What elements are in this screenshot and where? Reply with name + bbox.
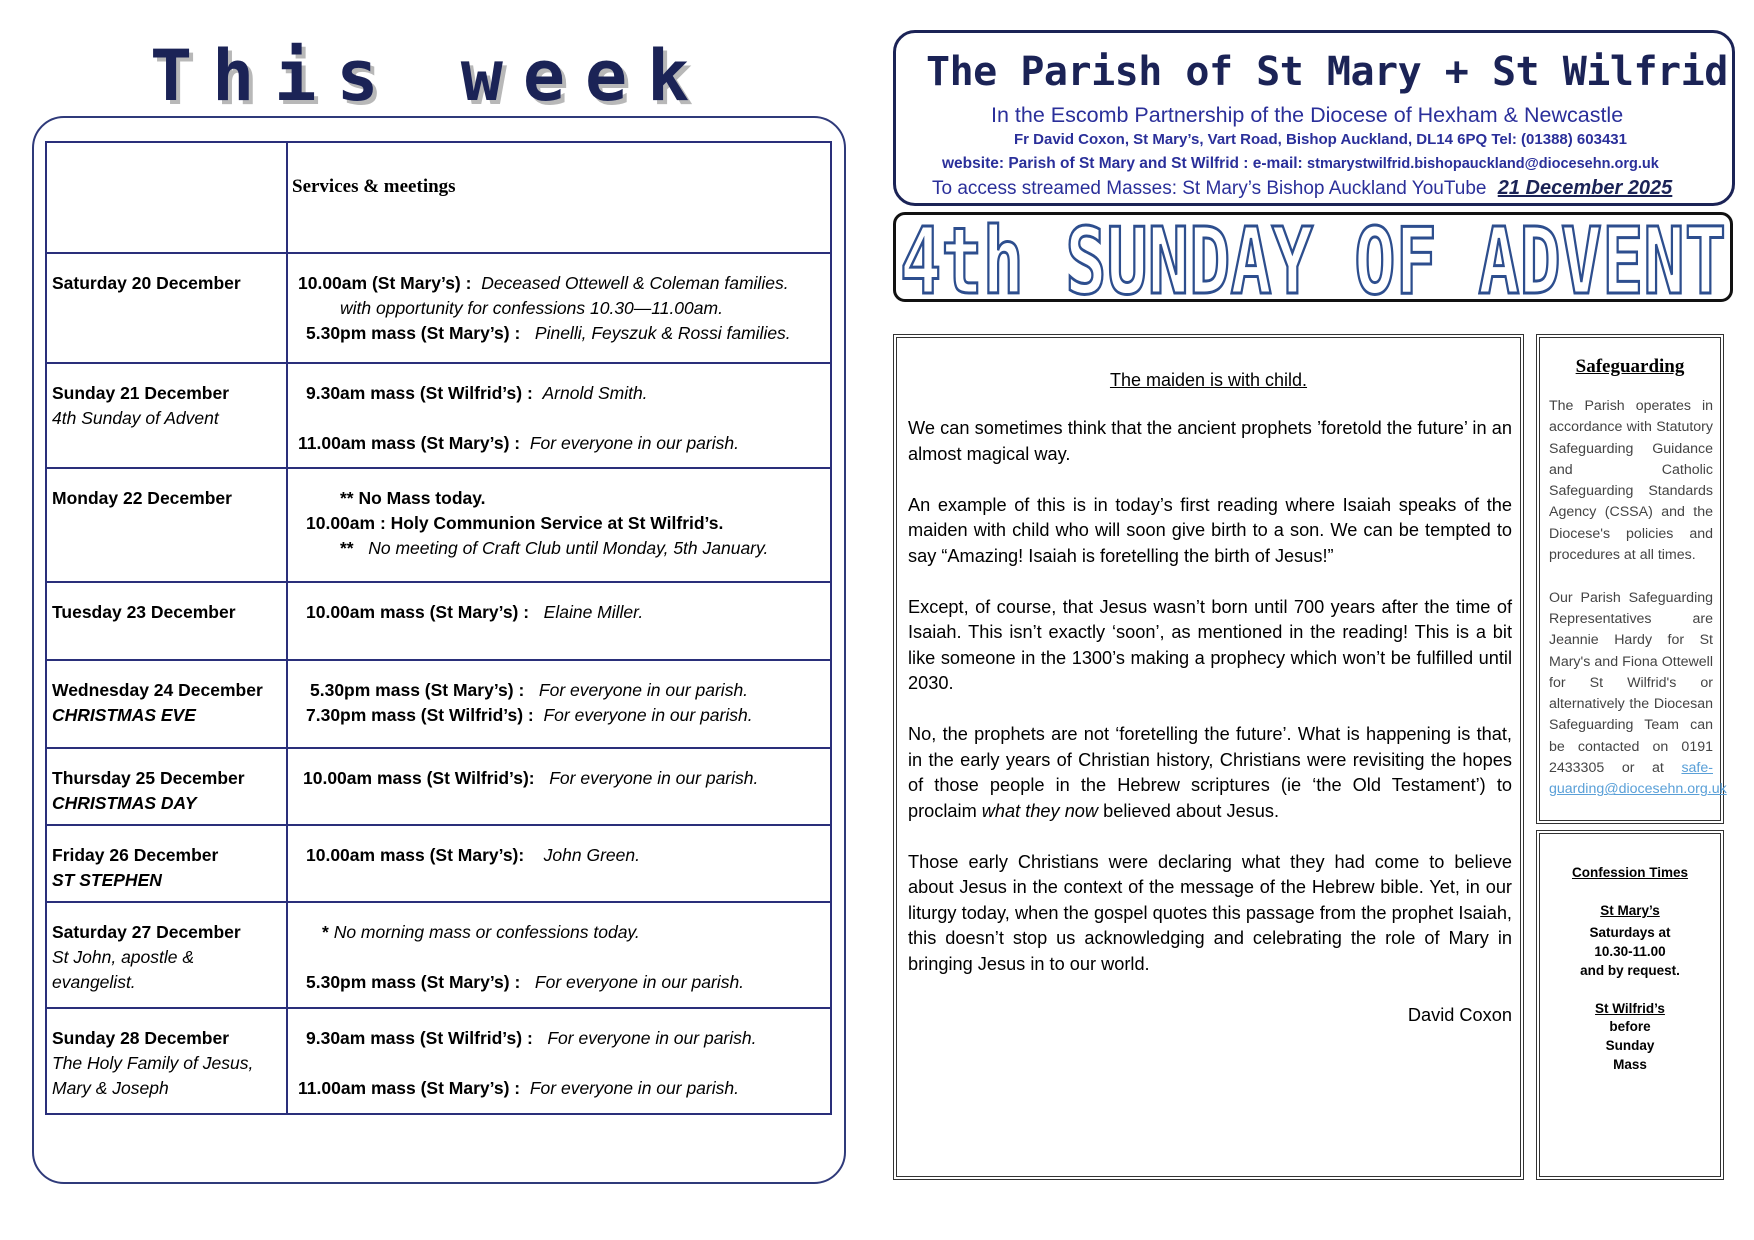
table-header-row bbox=[46, 142, 831, 253]
reflection-paragraph: We can sometimes think that the ancient prophets ’foretold the future’ in an almost magical way. bbox=[908, 418, 1512, 464]
reflection-body bbox=[908, 416, 1512, 1054]
confession-detail: Saturdays at bbox=[1589, 925, 1671, 941]
stream-text: To access streamed Masses: St Mary’s Bishop Auckland YouTube bbox=[932, 178, 1487, 199]
advent-banner bbox=[893, 212, 1733, 302]
table-row bbox=[46, 363, 831, 468]
service-line: 11.00am mass (St Mary’s) : For everyone in our parish. bbox=[298, 433, 739, 453]
table-row bbox=[46, 902, 831, 1008]
reflection-box bbox=[893, 334, 1524, 1180]
schedule-table bbox=[45, 141, 832, 1115]
stream-line bbox=[932, 177, 1672, 200]
header-services: Services & meetings bbox=[287, 142, 831, 253]
reflection-paragraph: No, the prophets are not ‘foretelling the future’. What is happening is that, in the early years of Christian history, Christians were revisiting the hopes of those people in the Hebrew scriptures (ie ‘the Old Testament’) to proclaim what they now believed about Jesus. bbox=[908, 724, 1512, 821]
confession-detail: before bbox=[1609, 1019, 1651, 1035]
service-line: 5.30pm mass (St Mary’s) : For everyone in our parish. bbox=[306, 972, 745, 992]
partnership-line: In the Escomb Partnership of the Diocese of Hexham & Newcastle bbox=[991, 103, 1624, 127]
day-name: Wednesday 24 December bbox=[52, 680, 263, 700]
parish-title: The Parish of St Mary + St Wilfrid bbox=[926, 49, 1728, 95]
service-line: 10.00am mass (St Mary’s): John Green. bbox=[306, 845, 640, 865]
service-line: 11.00am mass (St Mary’s) : For everyone in our parish. bbox=[298, 1078, 739, 1098]
service-line: with opportunity for confessions 10.30—11.00am. bbox=[340, 298, 723, 318]
service-line: 9.30am mass (St Wilfrid’s) : For everyone in our parish. bbox=[306, 1028, 757, 1048]
safeguarding-paragraph: Our Parish Safeguarding Representatives are Jeannie Hardy for St Mary's and Fiona Ottewell for St Wilfrid's or alternatively the Diocesan Safeguarding Team can be contacted on 0191 2433305 or at safe-guarding@diocesehn.org.uk bbox=[1549, 589, 1727, 798]
table-row bbox=[46, 468, 831, 582]
this-week-title: This week bbox=[150, 35, 710, 117]
day-feast: St John, apostle & evangelist. bbox=[52, 947, 195, 992]
service-line: 5.30pm mass (St Mary’s) : For everyone in our parish. bbox=[310, 680, 749, 700]
header-empty-cell bbox=[46, 142, 287, 253]
confession-box bbox=[1536, 830, 1724, 1180]
website-label: website: Parish of St Mary and St Wilfrid : e-mail: bbox=[942, 155, 1303, 172]
safeguarding-box bbox=[1536, 334, 1727, 824]
issue-date: 21 December 2025 bbox=[1497, 177, 1673, 199]
confession-detail: Mass bbox=[1613, 1056, 1647, 1072]
table-row bbox=[46, 582, 831, 660]
service-line: 10.00am mass (St Wilfrid’s): For everyone in our parish. bbox=[303, 768, 759, 788]
confession-body bbox=[1540, 864, 1720, 1075]
table-row bbox=[46, 748, 831, 825]
day-name: Saturday 20 December bbox=[52, 273, 241, 293]
service-line: * No morning mass or confessions today. bbox=[322, 922, 640, 942]
reflection-paragraph: Those early Christians were declaring what they had come to believe about Jesus in the context of the message of the Hebrew bible. Yet, in our liturgy today, when the gospel quotes this passage from the prophet Isaiah, this doesn’t stop us acknowledging and celebrating the role of Mary in bringing Jesus in to our world. bbox=[908, 851, 1512, 974]
address-line: Fr David Coxon, St Mary’s, Vart Road, Bishop Auckland, DL14 6PQ Tel: (01388) 603431 bbox=[1014, 131, 1627, 148]
day-name: Tuesday 23 December bbox=[52, 602, 236, 622]
confession-title: Confession Times bbox=[1571, 865, 1689, 880]
service-line: 10.00am : Holy Communion Service at St Wilfrid’s. bbox=[306, 513, 724, 533]
table-row bbox=[46, 253, 831, 363]
safeguarding-email-link[interactable]: safe-guarding@diocesehn.org.uk bbox=[1549, 760, 1727, 798]
parish-header bbox=[893, 30, 1735, 206]
table-row bbox=[46, 1008, 831, 1114]
reflection-paragraph: An example of this is in today’s first reading where Isaiah speaks of the maiden with child who will soon give birth to a son. We can be tempted to say “Amazing! Isaiah is foretelling the birth of Jesus!” bbox=[908, 494, 1512, 566]
reflection-signature: David Coxon bbox=[1407, 1004, 1512, 1025]
table-row bbox=[46, 825, 831, 902]
day-feast: ST STEPHEN bbox=[52, 870, 162, 890]
day-name: Friday 26 December bbox=[52, 845, 219, 865]
confession-church-st-wilfrids: St Wilfrid’s bbox=[1595, 1000, 1665, 1016]
website-line bbox=[942, 155, 1659, 173]
email-address[interactable]: stmarystwilfrid.bishopauckland@diocesehn.org.uk bbox=[1307, 156, 1659, 172]
safeguarding-body bbox=[1549, 396, 1727, 822]
day-feast: CHRISTMAS EVE bbox=[52, 705, 196, 725]
safeguarding-title: Safeguarding bbox=[1575, 356, 1685, 377]
confession-detail: and by request. bbox=[1580, 962, 1680, 978]
service-line: 7.30pm mass (St Wilfrid’s) : For everyone in our parish. bbox=[306, 705, 753, 725]
advent-banner-svg bbox=[896, 215, 1730, 299]
confession-detail: Sunday bbox=[1605, 1038, 1655, 1054]
reflection-paragraph: Except, of course, that Jesus wasn’t born until 700 years after the time of Isaiah. This isn’t exactly ‘soon’, as mentioned in the reading! This is a bit like someone in the 1300’s making a prophecy which won’t be fulfilled until 2030. bbox=[908, 596, 1512, 693]
day-name: Saturday 27 December bbox=[52, 922, 241, 942]
day-feast: 4th Sunday of Advent bbox=[52, 408, 219, 428]
service-line: 5.30pm mass (St Mary’s) : Pinelli, Feyszuk & Rossi families. bbox=[306, 323, 791, 343]
safeguarding-paragraph: The Parish operates in accordance with Statutory Safeguarding Guidance and Catholic Safeguarding Standards Agency (CSSA) and the Diocese's policies and procedures at all times. bbox=[1549, 398, 1713, 564]
day-name: Sunday 21 December bbox=[52, 383, 230, 403]
day-name: Sunday 28 December bbox=[52, 1028, 230, 1048]
table-row bbox=[46, 660, 831, 748]
service-line: 10.00am mass (St Mary’s) : Elaine Miller. bbox=[306, 602, 644, 622]
service-line: 9.30am mass (St Wilfrid’s) : Arnold Smith. bbox=[306, 383, 648, 403]
service-line: 10.00am (St Mary’s) : Deceased Ottewell & Coleman families. bbox=[298, 273, 789, 293]
day-name: Monday 22 December bbox=[52, 488, 232, 508]
advent-banner-text: 4th SUNDAY OF ADVENT bbox=[900, 215, 1726, 299]
day-feast: CHRISTMAS DAY bbox=[52, 793, 197, 813]
confession-detail: 10.30-11.00 bbox=[1594, 944, 1666, 960]
day-name: Thursday 25 December bbox=[52, 768, 245, 788]
service-line: ** No meeting of Craft Club until Monday, 5th January. bbox=[340, 538, 769, 558]
day-feast: The Holy Family of Jesus, Mary & Joseph bbox=[52, 1053, 254, 1098]
confession-church-st-marys: St Mary’s bbox=[1600, 902, 1660, 918]
reflection-title: The maiden is with child. bbox=[1109, 370, 1308, 390]
service-line: ** No Mass today. bbox=[340, 488, 486, 508]
